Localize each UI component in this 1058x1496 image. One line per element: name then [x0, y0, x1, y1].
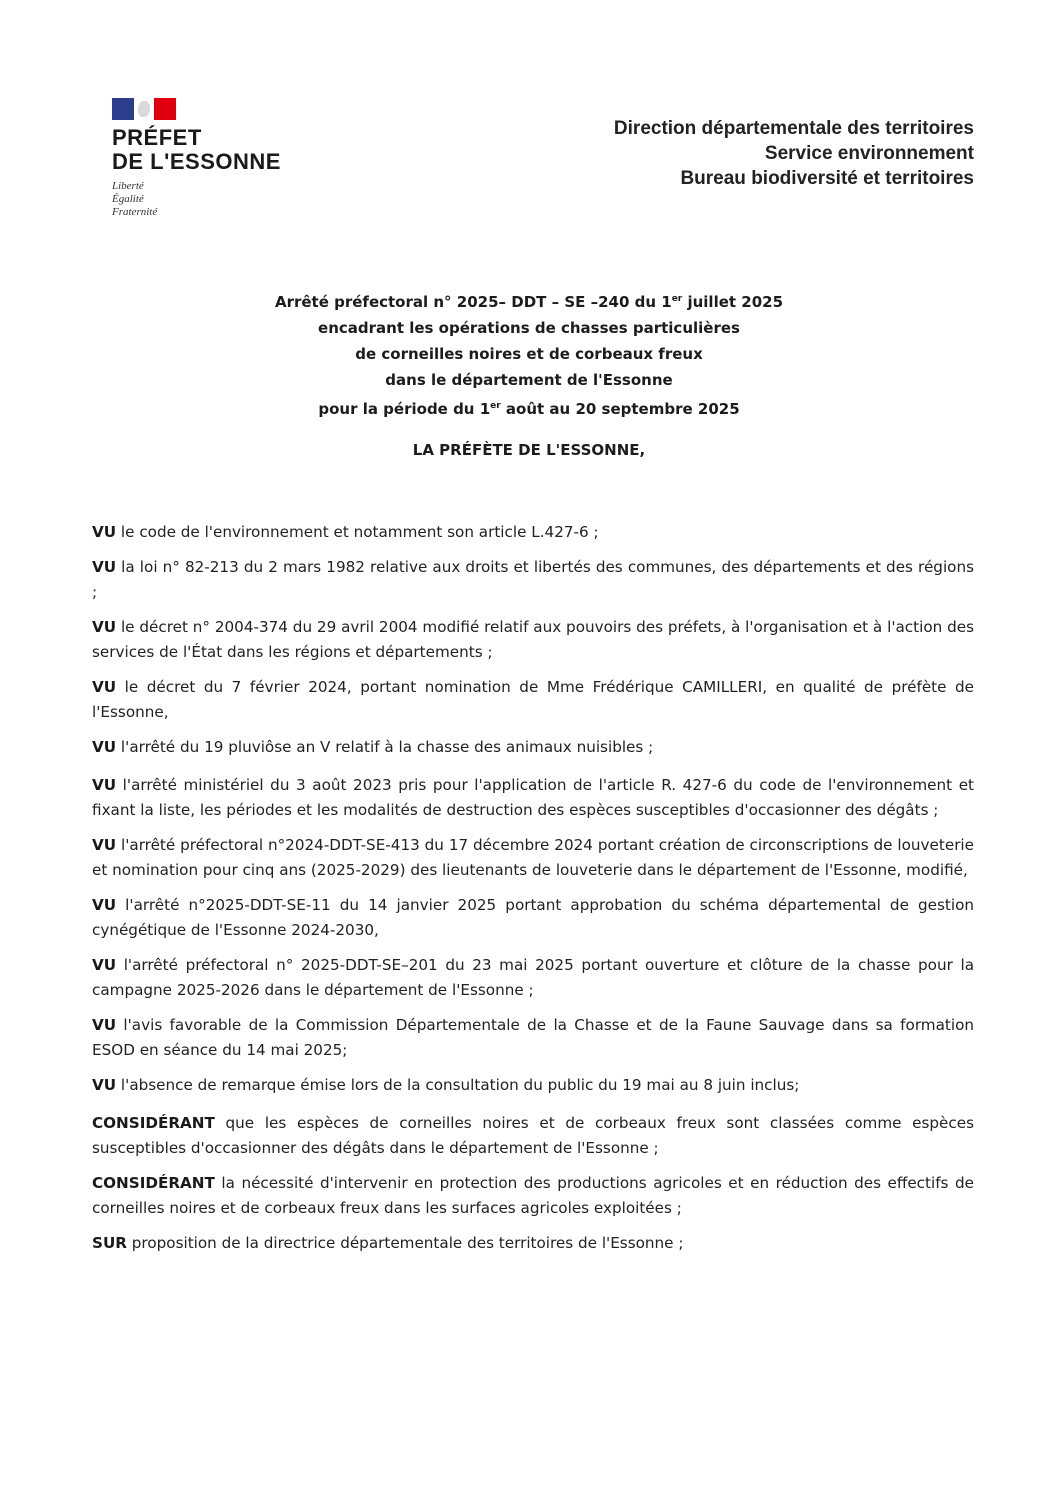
recital-keyword: VU — [92, 836, 117, 854]
recital-keyword: VU — [92, 1076, 117, 1094]
title-line-5: pour la période du 1er août au 20 septembre 2025 — [318, 400, 740, 418]
issuing-service-header — [614, 116, 974, 191]
considerant-paragraph — [92, 1171, 974, 1221]
recital-keyword: VU — [92, 956, 117, 974]
recital-text: la nécessité d'intervenir en protection des productions agricoles et en réduction des effectifs de corneilles noires et de corbeaux freux dans les surfaces agricoles exploitées ; — [92, 1174, 974, 1217]
recital-text: le décret du 7 février 2024, portant nomination de Mme Frédérique CAMILLERI, en qualité de préfète de l'Essonne, — [92, 678, 974, 721]
recital-paragraph — [92, 953, 974, 1003]
marianne-flag-icon — [112, 98, 176, 120]
recital-paragraph — [92, 735, 974, 760]
recital-paragraph — [92, 555, 974, 605]
recital-text: l'arrêté préfectoral n° 2025-DDT-SE–201 du 23 mai 2025 portant ouverture et clôture de la chasse pour la campagne 2025-2026 dans le département de l'Essonne ; — [92, 956, 974, 999]
recital-keyword: CONSIDÉRANT — [92, 1174, 215, 1192]
republic-motto — [112, 180, 312, 219]
logo-line-2: DE L'ESSONNE — [112, 149, 281, 174]
recital-paragraph — [92, 615, 974, 665]
recital-paragraph — [92, 893, 974, 943]
recital-text: l'arrêté n°2025-DDT-SE-11 du 14 janvier 2025 portant approbation du schéma départemental de gestion cynégétique de l'Essonne 2024-2030, — [92, 896, 974, 939]
flag-blue-band — [112, 98, 134, 120]
logo-line-1: PRÉFET — [112, 125, 202, 150]
header-service: Service environnement — [764, 143, 974, 164]
recital-paragraph — [92, 833, 974, 883]
recital-paragraph — [92, 675, 974, 725]
recital-text: le code de l'environnement et notamment son article L.427-6 ; — [116, 523, 599, 541]
recital-text: proposition de la directrice départementale des territoires de l'Essonne ; — [126, 1234, 684, 1252]
recital-keyword: VU — [92, 618, 117, 636]
recital-keyword: VU — [92, 558, 117, 576]
recital-text: l'absence de remarque émise lors de la consultation du public du 19 mai au 8 juin inclus; — [116, 1076, 800, 1094]
recital-paragraph — [92, 1013, 974, 1063]
motto-egalite: Égalité — [112, 193, 144, 205]
recital-text: le décret n° 2004-374 du 29 avril 2004 modifié relatif aux pouvoirs des préfets, à l'organisation et à l'action des services de l'État dans les régions et départements ; — [92, 618, 974, 661]
header-direction: Direction départementale des territoires — [613, 118, 974, 139]
flag-white-band — [134, 98, 154, 120]
recital-keyword: SUR — [92, 1234, 127, 1252]
title-line-4: dans le département de l'Essonne — [385, 371, 673, 389]
recital-text: l'arrêté préfectoral n°2024-DDT-SE-413 du 17 décembre 2024 portant création de circonscriptions de louveterie et nomination pour cinq ans (2025-2029) des lieutenants de louveterie dans le département de l'Essonne, modifié, — [92, 836, 974, 879]
flag-red-band — [154, 98, 176, 120]
prefecture-logo — [112, 98, 312, 219]
recital-paragraph — [92, 520, 974, 545]
title-line-3: de corneilles noires et de corbeaux freux — [355, 345, 703, 363]
recital-text: la loi n° 82-213 du 2 mars 1982 relative aux droits et libertés des communes, des départements et des régions ; — [92, 558, 974, 601]
proposal-paragraph — [92, 1231, 974, 1256]
recital-keyword: VU — [92, 776, 117, 794]
recital-paragraph — [92, 1073, 974, 1098]
recital-keyword: VU — [92, 678, 117, 696]
recital-keyword: CONSIDÉRANT — [92, 1114, 215, 1132]
decree-recitals — [92, 520, 974, 1266]
recital-text: que les espèces de corneilles noires et de corbeaux freux sont classées comme espèces susceptibles d'occasionner des dégâts dans le département de l'Essonne ; — [92, 1114, 974, 1157]
header-bureau: Bureau biodiversité et territoires — [680, 168, 974, 189]
decree-title — [0, 286, 1058, 422]
prefete-heading: LA PRÉFÈTE DE L'ESSONNE, — [412, 441, 646, 459]
recital-text: l'arrêté ministériel du 3 août 2023 pris pour l'application de l'article R. 427-6 du code de l'environnement et fixant la liste, les périodes et les modalités de destruction des espèces susceptibles d'occasionner des dégâts ; — [92, 776, 974, 819]
motto-liberte: Liberté — [112, 180, 144, 192]
motto-fraternite: Fraternité — [112, 206, 158, 218]
recital-text: l'arrêté du 19 pluviôse an V relatif à la chasse des animaux nuisibles ; — [116, 738, 654, 756]
recital-text: l'avis favorable de la Commission Départementale de la Chasse et de la Faune Sauvage dans sa formation ESOD en séance du 14 mai 2025; — [92, 1016, 974, 1059]
considerant-paragraph — [92, 1111, 974, 1161]
recital-paragraph — [92, 773, 974, 823]
recital-keyword: VU — [92, 523, 117, 541]
recital-keyword: VU — [92, 896, 117, 914]
title-line-1: Arrêté préfectoral n° 2025– DDT – SE –240 du 1er juillet 2025 — [274, 293, 784, 311]
recital-keyword: VU — [92, 738, 117, 756]
title-line-2: encadrant les opérations de chasses particulières — [318, 319, 740, 337]
recital-keyword: VU — [92, 1016, 117, 1034]
